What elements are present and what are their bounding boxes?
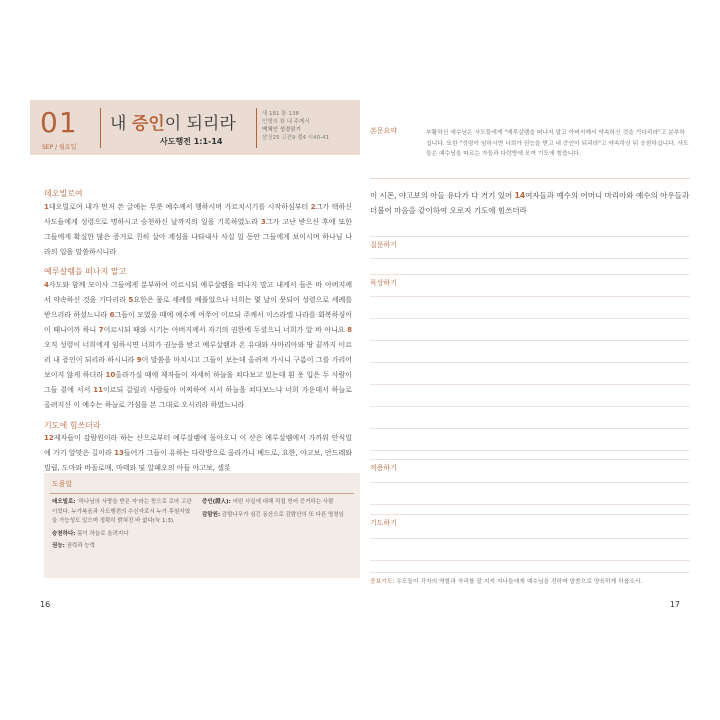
section-heading-3: 기도에 힘쓰더라 (44, 421, 101, 430)
verse-text: 올라가실 때에 제자들이 자세히 하늘을 쳐다보고 있는데 흰 옷 입은 두 사람이 그들 곁에 서서 (44, 371, 352, 394)
writing-line[interactable] (370, 482, 690, 483)
glossary-entry (52, 542, 192, 552)
verse-number: 11 (93, 386, 103, 394)
verse-number: 6 (109, 311, 115, 319)
hymn-line: 삼상25 고전9 겔4 시40-41 (262, 135, 330, 141)
section-body-1 (44, 200, 352, 260)
verse-number: 4 (44, 281, 49, 289)
writing-line[interactable] (370, 450, 690, 451)
verse-text: 그가 고난 받으신 후에 또한 그들에게 확실한 많은 증거로 친히 살아 계심을 나타내사 사십 일 동안 그들에게 보이시며 하나님 나라의 일을 말씀하시니라 (44, 218, 352, 256)
intercessory-prayer: 중보기도: 우도들이 각자의 역할과 자리를 잘 지켜 지나들에게 예수님을 전하며 말씀으로 양육하게 하옵소서. (370, 579, 643, 585)
glossary-entry (52, 498, 192, 527)
right-page (370, 88, 690, 616)
glossary-entry (52, 530, 192, 540)
glossary-column-1 (52, 498, 192, 555)
day-number: 01 (40, 106, 78, 139)
glossary-box (44, 473, 360, 578)
summary-divider (370, 178, 690, 179)
hymn-line: 새 181 통 138 (262, 111, 299, 117)
passage-continuation (370, 188, 690, 218)
verse-number: 2 (310, 203, 316, 211)
writing-line[interactable] (370, 504, 690, 505)
glossary-definition: 감람나무가 심긴 동산으로 감람산의 또 다른 명칭임 (220, 511, 344, 518)
verse-number: 7 (98, 326, 104, 334)
verse-number: 10 (105, 371, 116, 379)
glossary-definition: 어떤 사실에 대해 직접 얻어 증거하는 사람 (230, 499, 334, 505)
glossary-term: 승천하다: (52, 530, 76, 537)
section-heading-1: 데오빌로여 (44, 189, 83, 198)
verse-text: 사도와 함께 모이사 그들에게 분부하여 이르시되 예루살렘을 떠나지 말고 내게서 들은 바 아버지께서 약속하신 것을 기다리라 (44, 281, 352, 304)
day-date: SEP / 월요일 (42, 144, 77, 151)
writing-line[interactable] (370, 274, 690, 275)
glossary-column-2 (202, 498, 352, 523)
meditate-heading: 묵상하기 (370, 279, 398, 287)
question-heading: 질문하기 (370, 241, 398, 249)
writing-line[interactable] (370, 296, 690, 297)
writing-line[interactable] (370, 514, 690, 515)
apply-heading: 적용하기 (370, 464, 398, 472)
writing-line[interactable] (370, 362, 690, 363)
writing-line[interactable] (370, 340, 690, 341)
writing-line[interactable] (370, 258, 690, 259)
section-heading-2: 예루살렘을 떠나지 말고 (44, 267, 127, 276)
page-number-right: 17 (669, 600, 680, 609)
verse-text: 여자들과 예수의 어머니 마리아와 예수의 아우들과 더불어 마음을 같이하여 오로지 기도에 힘쓰더라 (370, 191, 690, 215)
section-body-3 (44, 431, 352, 476)
writing-line[interactable] (370, 384, 690, 385)
verse-number: 5 (128, 296, 134, 304)
left-page (30, 88, 360, 616)
glossary-entry (202, 498, 352, 508)
section-body-2 (44, 278, 352, 413)
hymn-info (262, 110, 329, 142)
verse-text: 들어가 그들이 유하는 다락방으로 올라가니 베드로, 요한, 야고보, 안드레와 빌립, 도마와 바돌로매, 마태와 및 알패오의 아들 야고보, 셀롯 (44, 449, 352, 472)
verse-number: 14 (514, 191, 526, 200)
verse-text: 이르시되 때와 시기는 아버지께서 자기의 권한에 두셨으니 너희가 알 바 아니요 (103, 326, 348, 334)
page-number-left: 16 (40, 600, 51, 609)
writing-line[interactable] (370, 572, 690, 573)
scripture-reference: 사도행전 1:1-14 (160, 137, 223, 146)
glossary-definition: '하나님의 사랑을 받은 자'라는 뜻으로 로마 고관이었다. 누가복음과 사도행전의 수신자로서 누가 후원자였을 가능성도 있으며 정확히 밝혀진 바 없다(눅 1:3). (52, 499, 192, 524)
writing-line[interactable] (370, 406, 690, 407)
summary-heading: 본문요약 (370, 127, 398, 135)
verse-text: 그가 택하신 사도들에게 성령으로 명하시고 승천하신 날까지의 일을 기록하였노라 (44, 203, 352, 226)
verse-number: 1 (44, 203, 49, 211)
glossary-term: 증인(證人): (202, 499, 231, 505)
glossary-term: 감람원: (202, 511, 221, 518)
verse-text: 요한은 물로 세례를 베풀었으나 너희는 몇 날이 못되어 성령으로 세례를 받으리라 하셨느니라 (44, 296, 352, 319)
verse-number: 9 (136, 356, 142, 364)
verse-text: 이 시몬, 야고보의 아들 유다가 다 거기 있어 (370, 191, 515, 200)
glossary-definition: 몸이 하늘로 올려지다 (75, 530, 129, 537)
summary-text: 부활하신 예수님은 사도들에게 "예루살렘을 떠나지 말고 아버지께서 약속하신 것을 기다리라"고 분부하십니다. 또한 "성령이 임하시면 너희가 권능을 받고 내 증인이 되리라"고 약속하신 뒤 승천하십니다. 사도들은 예수님을 따르는 자들과 다락방에 모여 기도에 힘씁니다. (426, 130, 689, 157)
writing-line[interactable] (370, 560, 690, 561)
hymn-line: 인형의 왕 내 주께서 (262, 119, 310, 125)
verse-number: 8 (347, 326, 352, 334)
glossary-entry (202, 511, 352, 521)
glossary-term: 데오빌로: (52, 499, 76, 505)
pray-heading: 기도하기 (370, 519, 398, 527)
glossary-definition: 권력과 능력 (64, 543, 95, 549)
verse-number: 13 (114, 449, 124, 457)
day-header (30, 100, 360, 155)
writing-line[interactable] (370, 318, 690, 319)
writing-line[interactable] (370, 236, 690, 237)
header-divider (100, 108, 101, 148)
verse-text: 데오빌로여 내가 먼저 쓴 글에는 무릇 예수께서 행하시며 가르치시기를 시작하심부터 (48, 203, 311, 211)
page-title: 내 증인이 되리라 (110, 114, 236, 134)
verse-text: 오직 성령이 너희에게 임하시면 너희가 권능을 받고 예루살렘과 온 유대와 사마리아와 땅 끝까지 이르러 내 증인이 되리라 하시니라 (44, 341, 352, 364)
header-divider-2 (256, 108, 257, 148)
writing-line[interactable] (370, 459, 690, 460)
verse-text: 제자들이 감람원이라 하는 산으로부터 예루살렘에 돌아오니 이 산은 예루살렘에서 가까워 안식일에 가기 알맞은 길이라 (44, 434, 352, 457)
glossary-title: 도움말 (52, 480, 73, 488)
glossary-term: 권능: (52, 543, 65, 549)
glossary-divider (50, 493, 354, 494)
verse-text: 이르되 갈릴리 사람들아 어찌하여 서서 하늘을 쳐다보느냐 너희 가운데서 하늘로 올려지신 이 예수는 하늘로 가심을 본 그대로 오시리라 하였느니라 (44, 386, 353, 409)
hymn-line: 맥체인 성경읽기 (262, 127, 301, 133)
writing-line[interactable] (370, 538, 690, 539)
verse-number: 12 (44, 434, 54, 442)
verse-text: 그들이 모였을 때에 예수께 여쭈어 이르되 주께서 이스라엘 나라를 회복하심이 이 때니이까 하니 (44, 311, 352, 334)
verse-text: 이 말씀을 마치시고 그들이 보는데 올려져 가시니 구름이 그를 가리어 보이지 않게 하더라 (44, 356, 352, 379)
verse-number: 3 (260, 218, 266, 226)
writing-line[interactable] (370, 428, 690, 429)
